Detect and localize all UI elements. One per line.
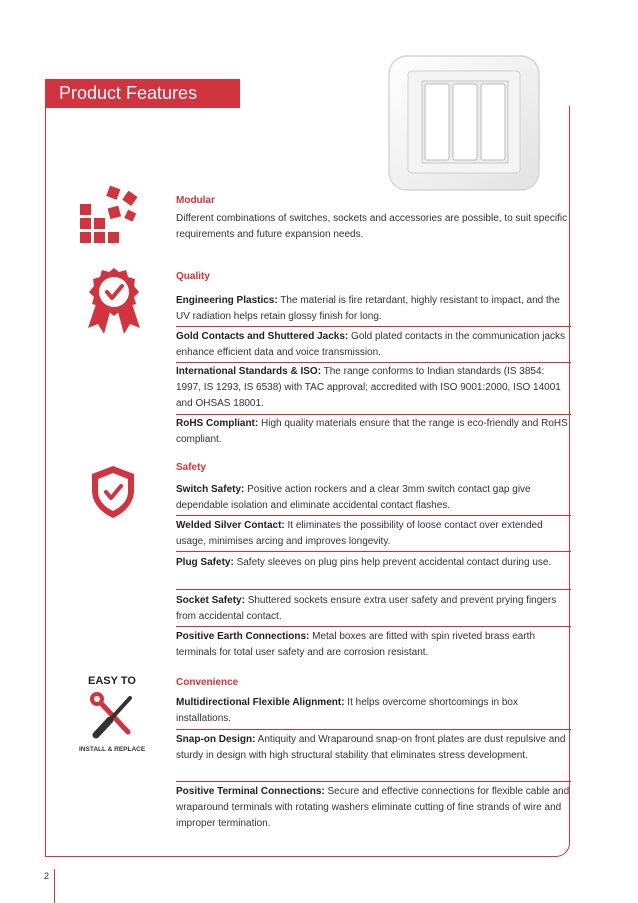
safety-shield-icon — [89, 464, 137, 520]
item-text: The range conforms to Indian standards (IS 3854: 1997, IS 1293, IS 6538) with TAC approval; accredited with ISO 9001:2000, ISO 14001 and OHSAS 18001. — [176, 366, 561, 409]
item-label: Multidirectional Flexible Alignment: — [176, 697, 345, 708]
item-label: Positive Terminal Connections: — [176, 786, 325, 797]
item-label: Socket Safety: — [176, 595, 245, 606]
quality-item — [176, 293, 571, 325]
divider — [176, 626, 571, 627]
item-text: The material is fire retardant, highly resistant to impact, and the UV radiation helps retain glossy finish for long. — [176, 295, 560, 322]
safety-item — [176, 518, 571, 550]
convenience-heading: Convenience — [176, 677, 239, 688]
easy-to-label: EASY TO — [88, 675, 136, 687]
modular-heading: Modular — [176, 195, 215, 206]
item-label: Positive Earth Connections: — [176, 631, 310, 642]
quality-ribbon-icon — [86, 266, 142, 336]
item-text: Shuttered sockets ensure extra user safety and prevent prying fingers from accidental contact. — [176, 595, 557, 622]
item-text: It eliminates the possibility of loose contact over extended usage, minimises arcing and improves longevity. — [176, 520, 543, 547]
page-title: Product Features — [45, 79, 240, 108]
item-label: Switch Safety: — [176, 484, 245, 495]
convenience-item — [176, 732, 571, 764]
item-label: Engineering Plastics: — [176, 295, 278, 306]
safety-item — [176, 482, 571, 514]
divider — [176, 326, 571, 327]
safety-heading: Safety — [176, 462, 207, 473]
footer-rule — [54, 869, 55, 903]
safety-item — [176, 555, 571, 571]
item-text: Positive action rockers and a clear 3mm switch contact gap give dependable isolation and eliminate accidental contact flashes. — [176, 484, 531, 511]
divider — [176, 362, 571, 363]
modular-blocks-icon — [80, 185, 142, 247]
item-label: Plug Safety: — [176, 557, 234, 568]
item-label: Welded Silver Contact: — [176, 520, 285, 531]
quality-item — [176, 416, 571, 448]
divider — [176, 515, 571, 516]
wrench-screwdriver-icon — [88, 690, 138, 742]
quality-item — [176, 329, 571, 361]
item-label: International Standards & ISO: — [176, 366, 322, 377]
modular-text: Different combinations of switches, sockets and accessories are possible, to suit specific requirements and future expansion needs. — [176, 213, 568, 240]
quality-heading: Quality — [176, 271, 210, 282]
item-text: Metal boxes are fitted with spin riveted brass earth terminals for total user safety and are corrosion resistant. — [176, 631, 536, 658]
switch-plate-image — [386, 53, 544, 195]
safety-item — [176, 629, 571, 661]
item-text: Secure and effective connections for flexible cable and wraparound terminals with rotating washers eliminate cutting of fine strands of wire and improper termination. — [176, 786, 570, 829]
quality-item — [176, 364, 571, 412]
install-replace-label: INSTALL & REPLACE — [79, 746, 146, 753]
item-text: It helps overcome shortcomings in box installations. — [176, 697, 518, 724]
item-text: High quality materials ensure that the range is eco-friendly and RoHS compliant. — [176, 418, 568, 445]
convenience-item — [176, 784, 571, 832]
divider — [176, 729, 571, 730]
item-text: Safety sleeves on plug pins help prevent accidental contact during use. — [233, 557, 552, 568]
item-label: Gold Contacts and Shuttered Jacks: — [176, 331, 349, 342]
convenience-item — [176, 695, 571, 727]
divider — [176, 781, 571, 782]
divider — [176, 414, 571, 415]
item-text: Gold plated contacts in the communication jacks enhance efficient data and voice transmission. — [176, 331, 566, 358]
divider — [176, 589, 571, 590]
item-label: Snap-on Design: — [176, 734, 256, 745]
divider — [176, 551, 571, 552]
item-label: RoHS Compliant: — [176, 418, 259, 429]
item-text: Antiquity and Wraparound snap-on front plates are dust repulsive and sturdy in design with high structural stability that eliminates stress development. — [176, 734, 566, 761]
page-number: 2 — [44, 871, 50, 881]
safety-item — [176, 593, 571, 625]
